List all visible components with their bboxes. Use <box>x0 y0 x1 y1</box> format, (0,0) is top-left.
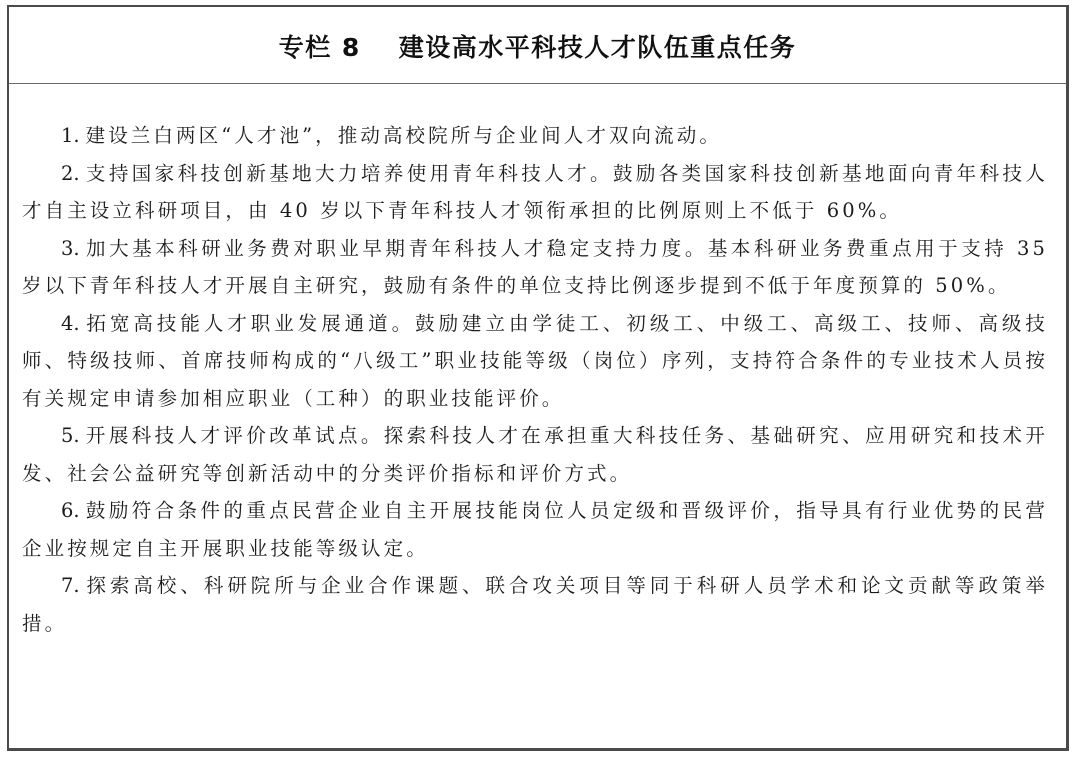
column-label: 专栏 8 <box>278 33 361 62</box>
task-item-3 <box>22 230 1048 305</box>
column-title-text: 建设高水平科技人才队伍重点任务 <box>398 33 797 62</box>
task-text: 支持国家科技创新基地大力培养使用青年科技人才。鼓励各类国家科技创新基地面向青年科技人才自主设立科研项目，由 40 岁以下青年科技人才领衔承担的比例原则上不低于 60%。 <box>22 161 1048 222</box>
column-box <box>7 5 1069 751</box>
task-number: 7. <box>61 574 80 597</box>
task-item-4 <box>22 305 1048 418</box>
task-item-2 <box>22 155 1048 230</box>
task-number: 5. <box>61 424 80 447</box>
task-number: 1. <box>61 124 80 147</box>
task-number: 4. <box>61 311 80 335</box>
task-list <box>22 117 1048 642</box>
task-text: 探索高校、科研院所与企业合作课题、联合攻关项目等同于科研人员学术和论文贡献等政策举措。 <box>22 574 1048 635</box>
task-number: 2. <box>61 161 80 185</box>
task-item-7 <box>22 567 1048 642</box>
task-number: 6. <box>61 499 80 522</box>
task-text: 开展科技人才评价改革试点。探索科技人才在承担重大科技任务、基础研究、应用研究和技术开发、社会公益研究等创新活动中的分类评价指标和评价方式。 <box>22 424 1048 485</box>
task-number: 3. <box>61 236 80 260</box>
task-item-6 <box>22 492 1048 567</box>
task-item-1 <box>22 117 1048 155</box>
task-text: 加大基本科研业务费对职业早期青年科技人才稳定支持力度。基本科研业务费重点用于支持 35 岁以下青年科技人才开展自主研究，鼓励有条件的单位支持比例逐步提到不低于年度预算的 50%。 <box>22 236 1048 297</box>
task-text: 鼓励符合条件的重点民营企业自主开展技能岗位人员定级和晋级评价，指导具有行业优势的民营企业按规定自主开展职业技能等级认定。 <box>22 499 1048 560</box>
task-text: 拓宽高技能人才职业发展通道。鼓励建立由学徒工、初级工、中级工、高级工、技师、高级技师、特级技师、首席技师构成的“八级工”职业技能等级（岗位）序列，支持符合条件的专业技术人员按有关规定申请参加相应职业（工种）的职业技能评价。 <box>22 311 1048 410</box>
task-text: 建设兰白两区“人才池”，推动高校院所与企业间人才双向流动。 <box>85 124 722 147</box>
task-item-5 <box>22 417 1048 492</box>
box-title <box>279 28 797 64</box>
title-bar <box>9 7 1066 84</box>
